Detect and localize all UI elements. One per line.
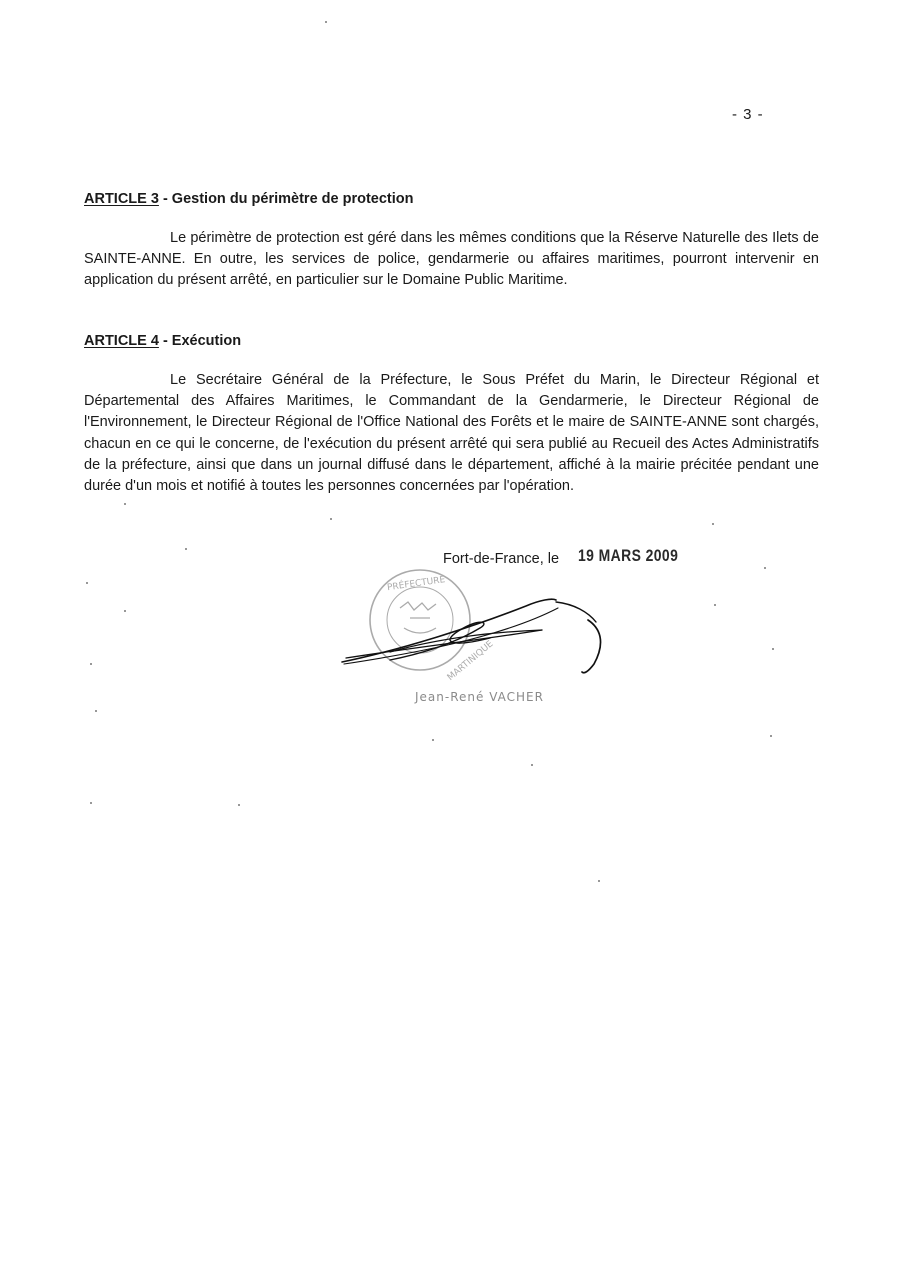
- page-number: - 3 -: [732, 106, 764, 123]
- scan-speck: [772, 648, 774, 650]
- seal-text-top: PRÉFECTURE: [386, 575, 446, 594]
- article-4-label: ARTICLE 4: [84, 333, 159, 349]
- scan-speck: [531, 764, 533, 766]
- signature-date-stamp: 19 MARS 2009: [578, 546, 679, 565]
- scan-speck: [238, 804, 240, 806]
- scan-speck: [432, 739, 434, 741]
- scan-speck: [330, 518, 332, 520]
- prefecture-seal: [370, 570, 496, 683]
- article-3-heading: [84, 191, 414, 207]
- article-4-heading: [84, 333, 241, 349]
- signature-block: [330, 568, 630, 708]
- scan-speck: [124, 503, 126, 505]
- signatory-name: Jean-René VACHER: [415, 690, 544, 704]
- article-3-title: - Gestion du périmètre de protection: [158, 191, 414, 207]
- scan-speck: [90, 802, 92, 804]
- scan-speck: [770, 735, 772, 737]
- scan-speck: [598, 880, 600, 882]
- scan-speck: [90, 663, 92, 665]
- official-stamp-and-signature: [330, 568, 630, 708]
- scan-speck: [712, 523, 714, 525]
- seal-text-bottom: MARTINIQUE: [445, 639, 496, 684]
- scan-speck: [185, 548, 187, 550]
- article-3-label: ARTICLE 3: [84, 191, 159, 207]
- article-4-body: Le Secrétaire Général de la Préfecture, le Sous Préfet du Marin, le Directeur Régional et Départemental des Affaires Maritimes, le Commandant de la Gendarmerie, le Directeur Régional de l'Environnement, le Directeur Régional de l'Office National des Forêts et le maire de SAINTE-ANNE sont chargés, chacun en ce qui le concerne, de l'exécution du présent arrêté qui sera publié au Recueil des Actes Administratifs de la préfecture, ainsi que dans un journal diffusé dans le département, affiché à la mairie précitée pendant une durée d'un mois et notifié à toutes les personnes concernées par l'opération.: [84, 372, 819, 495]
- signature-place: Fort-de-France, le: [443, 551, 560, 567]
- scan-speck: [325, 21, 327, 23]
- scan-speck: [124, 610, 126, 612]
- scan-speck: [764, 567, 766, 569]
- scan-speck: [86, 582, 88, 584]
- article-4-title: - Exécution: [158, 333, 242, 349]
- scan-speck: [95, 710, 97, 712]
- scan-speck: [714, 604, 716, 606]
- article-3-body: Le périmètre de protection est géré dans les mêmes conditions que la Réserve Naturelle des Ilets de SAINTE-ANNE. En outre, les services de police, gendarmerie ou affaires maritimes, pourront intervenir en application du présent arrêté, en particulier sur le Domaine Public Maritime.: [84, 230, 819, 289]
